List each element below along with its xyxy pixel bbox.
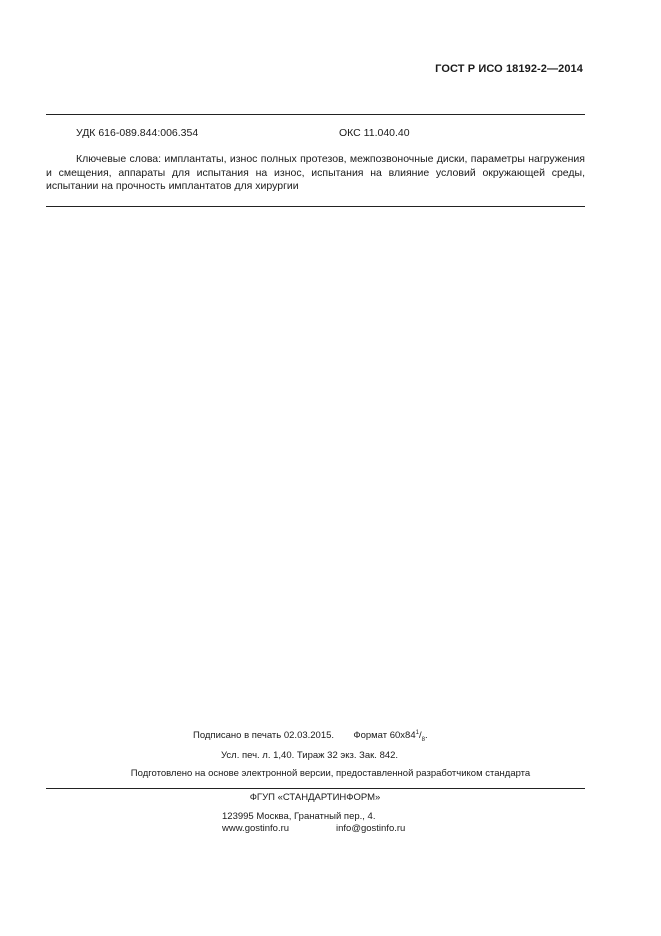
- format-label: Формат 60х84: [353, 730, 416, 742]
- paper-format: Формат $60х84^1/_8$.: [353, 730, 428, 744]
- keywords-bottom-rule: [46, 206, 585, 207]
- print-info: Усл. печ. л. 1,40. Тираж 32 экз. Зак. 842.: [221, 750, 399, 761]
- prepared-note: Подготовлено на основе электронной версии, предоставленной разработчиком стандарта: [130, 768, 531, 779]
- signed-date: Подписано в печать 02.03.2015.: [193, 730, 335, 742]
- format-end: .: [424, 730, 428, 742]
- top-rule: [46, 114, 585, 115]
- oks-code: ОКС 11.040.40: [339, 127, 410, 139]
- publisher-name: ФГУП «СТАНДАРТИНФОРМ»: [249, 792, 381, 803]
- publisher-website[interactable]: www.gostinfo.ru: [222, 823, 290, 834]
- keywords-paragraph: Ключевые слова: имплантаты, износ полных протезов, межпозвоночные диски, параметры нагружения и смещения, аппараты для испытания на износ, испытания на влияние условий окружающей среды, испытании на прочность имплантатов для хирургии: [46, 153, 585, 192]
- standard-code: ГОСТ Р ИСО 18192-2—2014: [435, 63, 583, 75]
- publisher-email[interactable]: info@gostinfo.ru: [336, 823, 406, 834]
- imprint-rule: [46, 788, 585, 789]
- publisher-address: 123995 Москва, Гранатный пер., 4.: [222, 811, 376, 822]
- format-numerator: 1: [415, 730, 419, 736]
- udk-code: УДК 616-089.844:006.354: [76, 127, 199, 139]
- imprint-signed-line: [193, 730, 428, 743]
- format-denominator: 8: [421, 737, 425, 744]
